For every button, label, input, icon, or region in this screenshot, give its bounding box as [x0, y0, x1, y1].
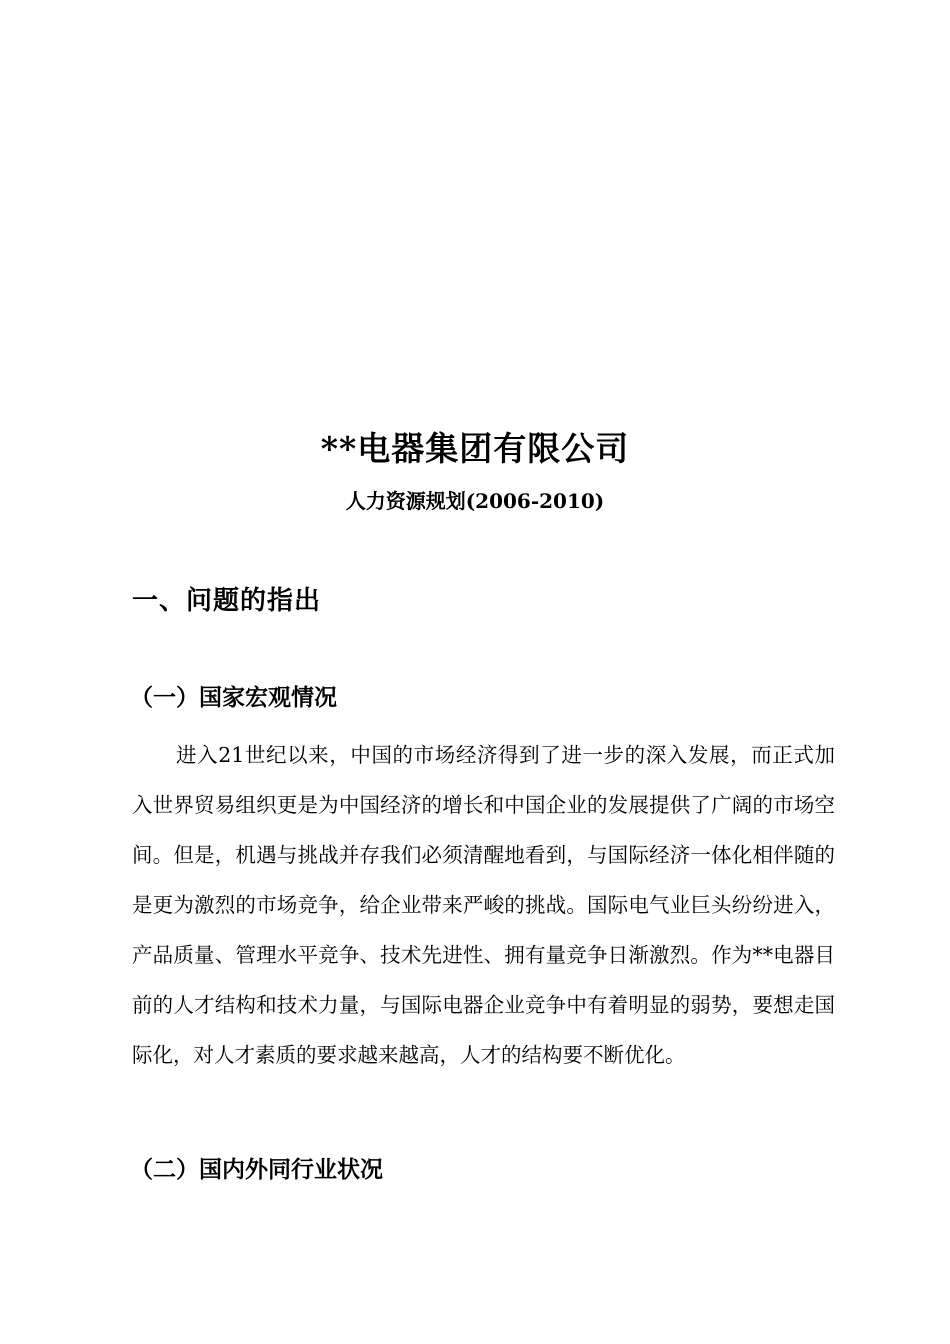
document-subtitle: 人力资源规划(2006-2010) — [345, 489, 605, 513]
section-heading: 一、问题的指出 — [132, 586, 322, 616]
subsection-heading-1: （一）国家宏观情况 — [130, 684, 337, 711]
subsection-paragraph-1: 进入21世纪以来，中国的市场经济得到了进一步的深入发展，而正式加入世界贸易组织更是为中国经济的增长和中国企业的发展提供了广阔的市场空间。但是，机遇与挑战并存我们必须清醒地看到，与国际经济一体化相伴随的是更为激烈的市场竞争，给企业带来严峻的挑战。国际电气业巨头纷纷进入，产品质量、管理水平竞争、技术先进性、拥有量竞争日渐激烈。作为**电器目前的人才结构和技术力量，与国际电器企业竞争中有着明显的弱势，要想走国际化，对人才素质的要求越来越高，人才的结构要不断优化。 — [132, 743, 835, 1067]
subsection-heading-2: （二）国内外同行业状况 — [130, 1156, 383, 1183]
document-title: **电器集团有限公司 — [320, 429, 630, 468]
